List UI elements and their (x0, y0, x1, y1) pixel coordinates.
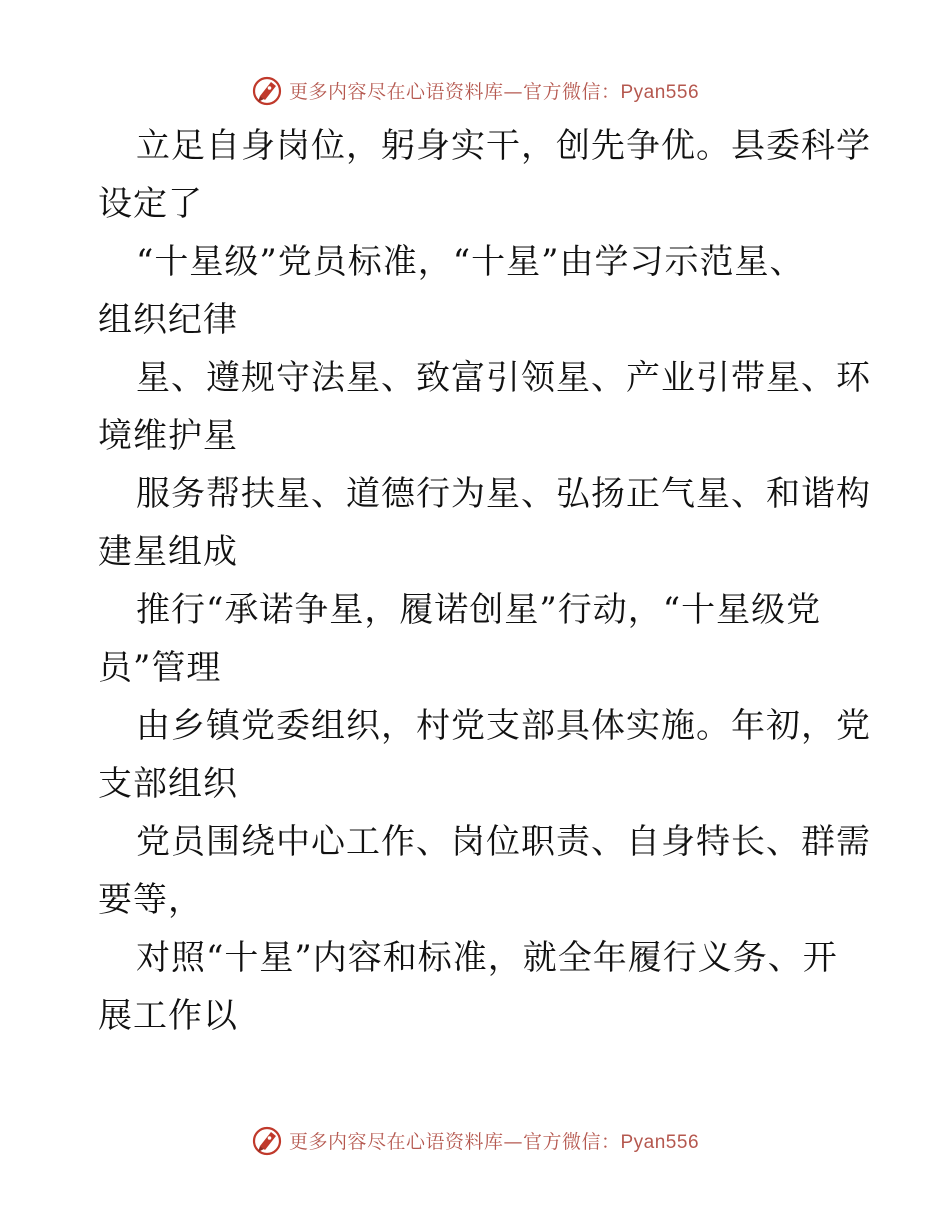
paragraph-line: 员”管理 (98, 648, 222, 688)
paragraph-line: 推行“承诺争星，履诺创星”行动，“十星级党 (136, 590, 822, 630)
header-banner (0, 70, 950, 110)
footer-text: 更多内容尽在心语资料库—官方微信：Pyan556 (288, 1130, 700, 1153)
paragraph (98, 349, 871, 465)
paragraph (98, 233, 858, 349)
paragraph-line: 对照“十星”内容和标准，就全年履行义务、开 (136, 938, 838, 978)
paragraph (98, 813, 871, 929)
paragraph-line: 党员围绕中心工作、岗位职责、自身特长、群需 (136, 822, 871, 862)
paragraph-line: 由乡镇党委组织，村党支部具体实施。年初，党 (136, 706, 871, 746)
paragraph (98, 697, 871, 813)
header-wechat-id: Pyan556 (620, 81, 700, 103)
pen-nib-logo-icon (251, 1124, 283, 1156)
paragraph-line: 要等， (98, 880, 203, 920)
paragraph-line: 支部组织 (98, 764, 238, 804)
paragraph-line: 境维护星 (98, 416, 238, 456)
paragraph-line: 组织纪律 (98, 300, 238, 340)
paragraph-line: 设定了 (98, 184, 203, 224)
paragraph-line: “十星级”党员标准，“十星”由学习示范星、 (136, 242, 805, 282)
paragraph-line: 服务帮扶星、道德行为星、弘扬正气星、和谐构 (136, 474, 871, 514)
paragraph-line: 展工作以 (98, 996, 238, 1036)
footer-banner (0, 1120, 950, 1160)
paragraph (98, 929, 858, 1045)
header-text: 更多内容尽在心语资料库—官方微信：Pyan556 (288, 80, 700, 103)
document-body (98, 117, 871, 1045)
paragraph (98, 117, 871, 233)
paragraph (98, 581, 858, 697)
paragraph-line: 星、遵规守法星、致富引领星、产业引带星、环 (136, 358, 871, 398)
footer-wechat-id: Pyan556 (620, 1131, 700, 1153)
paragraph (98, 465, 871, 581)
paragraph-line: 立足自身岗位，躬身实干，创先争优。县委科学 (136, 126, 871, 166)
pen-nib-logo-icon (251, 74, 283, 106)
paragraph-line: 建星组成 (98, 532, 238, 572)
